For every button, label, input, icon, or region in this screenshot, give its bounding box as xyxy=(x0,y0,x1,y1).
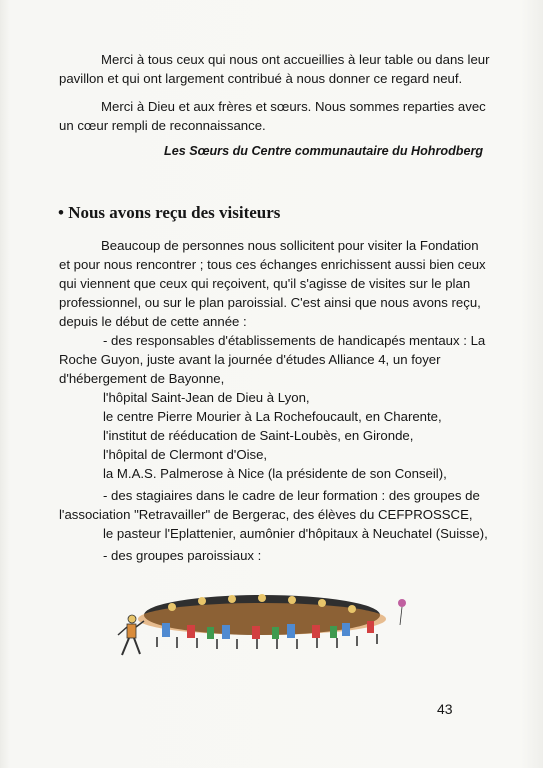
paragraph-line: professionnel, ou sur le plan paroissial. C'est ainsi que nous avons reçu, xyxy=(59,295,481,310)
paragraph-line: pavillon et qui ont largement contribué à nous donner ce regard neuf. xyxy=(59,71,463,86)
section-heading: • Nous avons reçu des visiteurs xyxy=(58,203,281,222)
paragraph-line: depuis le début de cette année : xyxy=(59,314,247,329)
signature-line: Les Sœurs du Centre communautaire du Hohrodberg xyxy=(164,144,484,158)
list-item: l'hôpital de Clermont d'Oise, xyxy=(103,447,268,462)
list-item: Roche Guyon, juste avant la journée d'études Alliance 4, un foyer xyxy=(59,352,441,367)
list-item: l'institut de rééducation de Saint-Loubès, en Gironde, xyxy=(103,428,414,443)
paragraph-line: un cœur rempli de reconnaissance. xyxy=(59,118,266,133)
list-item: la M.A.S. Palmerose à Nice (la présidente de son Conseil), xyxy=(103,466,447,481)
list-item: - des groupes paroissiaux : xyxy=(103,548,262,563)
paragraph-line: Merci à Dieu et aux frères et sœurs. Nous sommes reparties avec xyxy=(101,99,486,114)
paragraph-line: Beaucoup de personnes nous sollicitent pour visiter la Fondation xyxy=(101,238,479,253)
list-item: - des responsables d'établissements de handicapés mentaux : La xyxy=(103,333,486,348)
list-item: le pasteur l'Eplattenier, aumônier d'hôpitaux à Neuchatel (Suisse), xyxy=(103,526,488,541)
list-item: l'association "Retravailler" de Bergerac, des élèves du CEFPROSSCE, xyxy=(59,507,473,522)
paragraph-line: qui viennent que ceux qui reçoivent, qu'il s'agisse de visites sur le plan xyxy=(59,276,471,291)
list-item: l'hôpital Saint-Jean de Dieu à Lyon, xyxy=(103,390,310,405)
page-number: 43 xyxy=(437,701,453,717)
paragraph-line: et pour nous rencontrer ; tous ces échanges enrichissent aussi bien ceux xyxy=(59,257,486,272)
list-item: d'hébergement de Bayonne, xyxy=(59,371,225,386)
crowd-illustration xyxy=(112,585,422,677)
paragraph-line: Merci à tous ceux qui nous ont accueillies à leur table ou dans leur xyxy=(101,52,490,67)
list-item: le centre Pierre Mourier à La Rochefoucault, en Charente, xyxy=(103,409,442,424)
list-item: - des stagiaires dans le cadre de leur formation : des groupes de xyxy=(103,488,480,503)
